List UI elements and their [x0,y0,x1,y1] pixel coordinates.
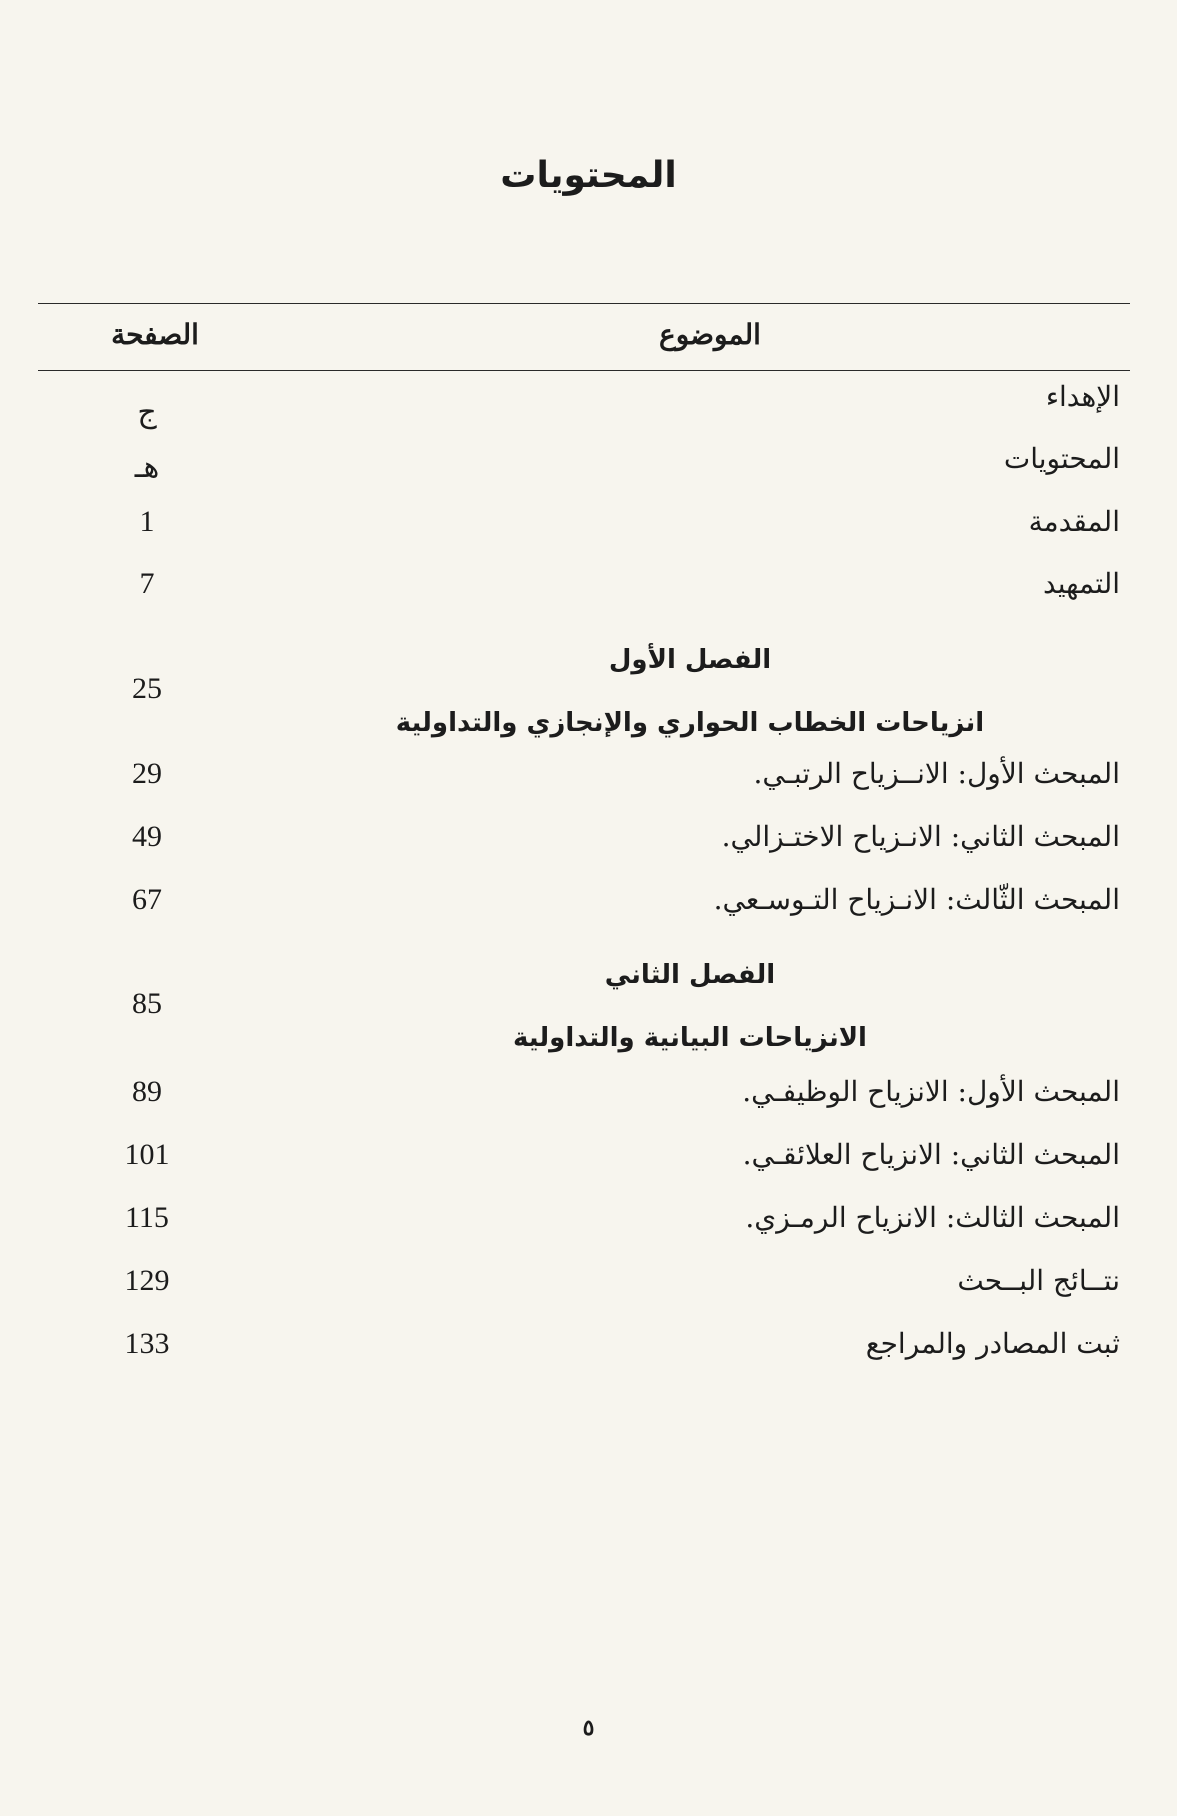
subject-column-header: الموضوع [659,318,761,351]
section-entry-page: 115 [125,1201,169,1234]
toc-entry-label: الإهداء [1045,380,1120,413]
section-entry-page: 101 [124,1138,170,1171]
toc-entry-label: ثبت المصادر والمراجع [865,1327,1120,1360]
toc-entry-page: 1 [139,505,155,538]
toc-entry-page: 129 [124,1264,170,1297]
page-number: ٥ [582,1715,595,1741]
toc-entry-page: 133 [124,1327,170,1360]
chapter-1-page: 25 [132,672,162,705]
section-entry-page: 29 [132,757,162,790]
section-entry-page: 67 [132,883,162,916]
toc-entry-page: هـ [134,451,160,484]
section-entry-label: المبحث الثاني: الانـزياح الاختـزالي. [721,820,1120,853]
toc-entry-page: 7 [139,567,155,600]
page-column-header: الصفحة [111,318,199,351]
toc-entry-label: نتــائج البــحث [957,1264,1120,1297]
chapter-2-subtitle: الانزياحات البيانية والتداولية [513,1023,867,1053]
section-entry-label: المبحث الثّالث: الانـزياح التـوسـعي. [713,883,1120,916]
toc-entry-page: ج [137,396,157,429]
toc-entry-label: المحتويات [1003,442,1120,475]
section-entry-label: المبحث الأول: الانــزياح الرتبـي. [753,757,1120,790]
chapter-1-heading: الفصل الأول [608,645,772,675]
toc-entry-label: التمهيد [1043,567,1120,600]
chapter-2-page: 85 [132,987,162,1020]
header-bottom-rule [38,370,1130,371]
toc-entry-label: المقدمة [1028,505,1120,538]
page-title: المحتويات [500,155,677,196]
section-entry-label: المبحث الثاني: الانزياح العلائقـي. [742,1138,1120,1171]
section-entry-label: المبحث الأول: الانزياح الوظيفـي. [742,1075,1120,1108]
header-top-rule [38,303,1130,304]
chapter-2-heading: الفصل الثاني [604,960,776,990]
chapter-1-subtitle: انزياحات الخطاب الحواري والإنجازي والتداولية [395,708,985,738]
section-entry-page: 49 [132,820,162,853]
section-entry-page: 89 [132,1075,162,1108]
section-entry-label: المبحث الثالث: الانزياح الرمـزي. [745,1201,1120,1234]
